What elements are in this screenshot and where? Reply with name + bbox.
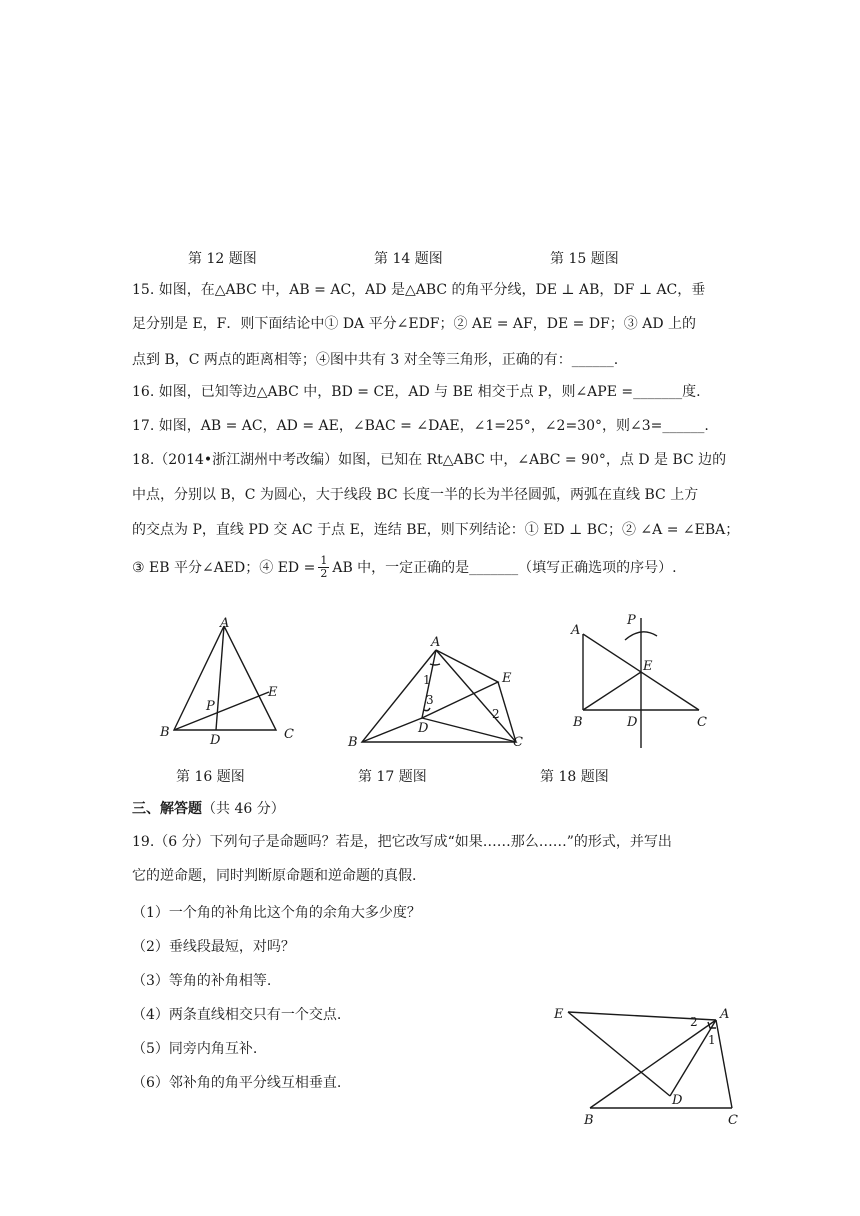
caption-fig18: 第 18 题图: [540, 769, 609, 785]
q19-item-5: （5）同旁内角互补.: [132, 1041, 258, 1057]
fig19-label-c: C: [728, 1113, 738, 1128]
fig16-segment-be: [174, 692, 269, 730]
figure-18: [565, 612, 725, 754]
q18-line1: 18.（2014•浙江湖州中考改编）如图，已知在 Rt△ABC 中，∠ABC = 90°，点 D 是 BC 边的: [132, 452, 727, 468]
figure-17: [340, 632, 540, 756]
fig16-label-d: D: [210, 733, 221, 748]
fig18-label-p: P: [627, 613, 636, 628]
caption-fig16: 第 16 题图: [176, 769, 245, 785]
q15-line3: 点到 B，C 两点的距离相等；④图中共有 3 对全等三角形，正确的有：______.: [132, 352, 619, 368]
fig19-label-b: B: [584, 1113, 594, 1128]
caption-fig14: 第 14 题图: [374, 251, 443, 267]
section-3-title: 三、解答题: [132, 801, 202, 817]
fig16-label-e: E: [268, 685, 278, 700]
fig18-label-e: E: [643, 659, 653, 674]
q19-item-4: （4）两条直线相交只有一个交点.: [132, 1007, 342, 1023]
fig17-segment-dc: [422, 718, 516, 742]
q19-item-1: （1）一个角的补角比这个角的余角大多少度？: [132, 905, 421, 921]
caption-fig12: 第 12 题图: [188, 251, 257, 267]
q19-line1: 19.（6 分）下列句子是命题吗？若是，把它改写成“如果……那么……”的形式，并写出: [132, 834, 672, 850]
fig19-label-e: E: [554, 1007, 564, 1022]
fig18-label-d: D: [627, 715, 638, 730]
fraction-one-half: [318, 555, 329, 580]
caption-fig17: 第 17 题图: [358, 769, 427, 785]
q19-item-3: （3）等角的补角相等.: [132, 973, 272, 989]
fig19-segment-ed: [568, 1012, 670, 1096]
q18-line4-post: AB 中，一定正确的是_______（填写正确选项的序号）.: [332, 559, 677, 576]
fig17-label-c: C: [513, 735, 523, 750]
figure-19: [548, 1000, 748, 1130]
fig19-angle-2: 2: [690, 1015, 698, 1029]
q19-item-2: （2）垂线段最短，对吗？: [132, 939, 295, 955]
fig17-label-d: D: [418, 721, 429, 736]
fig17-angle-1: 1: [423, 673, 431, 687]
fig19-segment-ab: [590, 1020, 716, 1108]
fig17-angle-3: 3: [426, 693, 434, 707]
q19-line2: 它的逆命题，同时判断原命题和逆命题的真假.: [132, 868, 417, 884]
fig19-label-d: D: [672, 1093, 683, 1108]
section-3-points: （共 46 分）: [202, 801, 285, 817]
fig19-segment-da: [670, 1020, 716, 1096]
caption-fig15: 第 15 题图: [550, 251, 619, 267]
fig16-label-c: C: [284, 727, 294, 742]
fig17-angle-mark-3: [424, 708, 430, 711]
q15-line2: 足分别是 E，F．则下面结论中① DA 平分∠EDF；② AE = AF，DE = DF；③ AD 上的: [132, 316, 696, 332]
section-3-heading: [132, 798, 285, 818]
fig18-segment-be: [583, 672, 641, 710]
fig16-label-a: A: [220, 616, 230, 631]
q17-text: 17. 如图，AB = AC，AD = AE，∠BAC = ∠DAE，∠1=25°，∠2=30°，则∠3=______.: [132, 418, 709, 434]
fig17-angle-2: 2: [492, 707, 500, 721]
fig18-label-c: C: [697, 715, 707, 730]
fraction-denominator: 2: [320, 567, 328, 580]
q15-line1: 15. 如图，在△ABC 中，AB = AC，AD 是△ABC 的角平分线，DE ⊥ AB，DF ⊥ AC，垂: [132, 282, 706, 298]
q18-line4: [132, 555, 732, 580]
q16-text: 16. 如图，已知等边△ABC 中，BD = CE，AD 与 BE 相交于点 P，则∠APE =_______度.: [132, 384, 701, 400]
fig19-label-a: A: [720, 1007, 730, 1022]
q18-line4-pre: ③ EB 平分∠AED；④ ED =: [132, 559, 316, 576]
q18-line2: 中点，分别以 B，C 为圆心，大于线段 BC 长度一半的长为半径圆弧，两弧在直线 BC 上方: [132, 487, 699, 503]
fig18-label-b: B: [573, 715, 583, 730]
fig17-label-b: B: [348, 735, 358, 750]
fig17-segment-ec: [498, 682, 516, 742]
fig19-angle-1: 1: [708, 1033, 716, 1047]
fig18-label-a: A: [571, 623, 581, 638]
fig17-angle-mark-1: [430, 664, 440, 665]
fig17-label-a: A: [431, 635, 441, 650]
q18-line3: 的交点为 P，直线 PD 交 AC 于点 E，连结 BE，则下列结论：① ED ⊥ BC；② ∠A = ∠EBA；: [132, 522, 740, 538]
q19-item-6: （6）邻补角的角平分线互相垂直.: [132, 1075, 342, 1091]
fig16-triangle: [174, 626, 276, 730]
fig19-segment-ac: [716, 1020, 732, 1108]
figure-16: [150, 612, 310, 752]
fig16-label-p: P: [206, 699, 215, 714]
fig16-label-b: B: [160, 725, 170, 740]
fraction-numerator: 1: [320, 554, 328, 567]
fig17-label-e: E: [502, 671, 512, 686]
